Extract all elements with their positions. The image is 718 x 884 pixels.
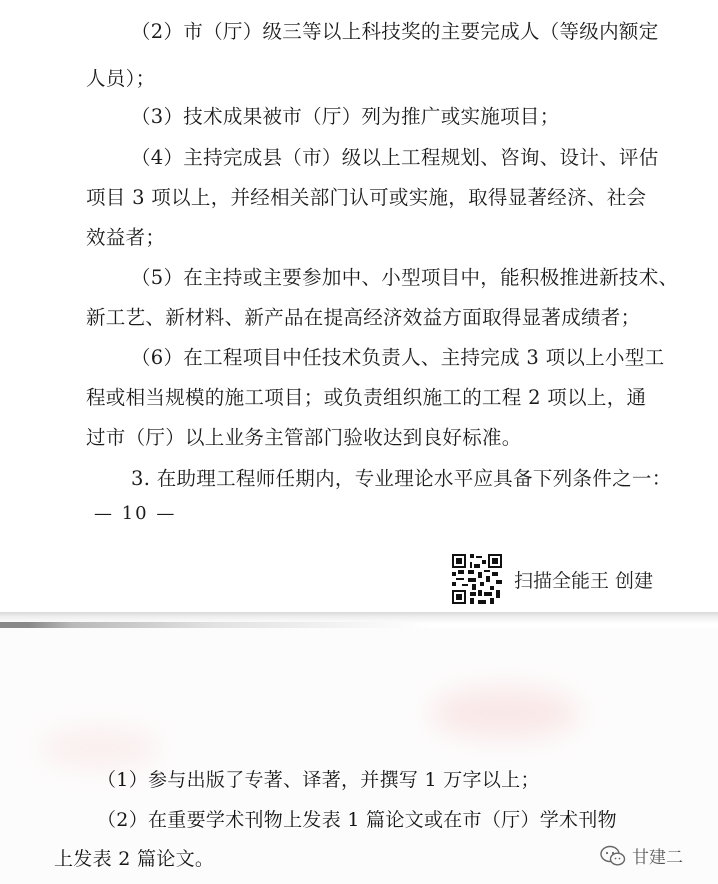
text-line: 程或相当规模的施工项目；或负责组织施工的工程 2 项以上，通	[86, 386, 647, 409]
wechat-icon	[600, 845, 626, 867]
section-heading: 3. 在助理工程师任期内，专业理论水平应具备下列条件之一：	[131, 467, 672, 490]
qr-code-icon	[452, 554, 502, 604]
paper-stain	[40, 728, 160, 768]
text-line: （4）主持完成县（市）级以上工程规划、咨询、设计、评估	[131, 146, 659, 169]
text-line: 过市（厅）以上业务主管部门验收达到良好标准。	[86, 426, 522, 449]
text-line: （6）在工程项目中任技术负责人、主持完成 3 项以上小型工	[131, 346, 665, 369]
scanner-watermark: 扫描全能王 创建	[514, 570, 654, 592]
text-line: （2）在重要学术刊物上发表 1 篇论文或在市（厅）学术刊物	[97, 809, 617, 831]
text-line: （5）在主持或主要参加中、小型项目中，能积极推进新技术、	[131, 266, 679, 289]
text-line: 新工艺、新材料、新产品在提高经济效益方面取得显著成绩者；	[86, 306, 641, 329]
text-line: 上发表 2 篇论文。	[54, 848, 215, 870]
text-line: （3）技术成果被市（厅）列为推广或实施项目；	[131, 105, 560, 128]
page-number: — 10 —	[94, 503, 177, 524]
text-line: 项目 3 项以上，并经相关部门认可或实施，取得显著经济、社会	[86, 186, 647, 209]
watermark-label: 甘建二	[632, 848, 683, 868]
account-watermark	[600, 843, 683, 868]
text-line: 人员）；	[86, 67, 156, 90]
text-line: 效益者；	[86, 226, 166, 249]
text-line: （1）参与出版了专著、译著，并撰写 1 万字以上；	[97, 769, 540, 791]
paper-stain	[430, 688, 580, 738]
text-line: （2）市（厅）级三等以上科技奖的主要完成人（等级内额定	[131, 20, 659, 43]
